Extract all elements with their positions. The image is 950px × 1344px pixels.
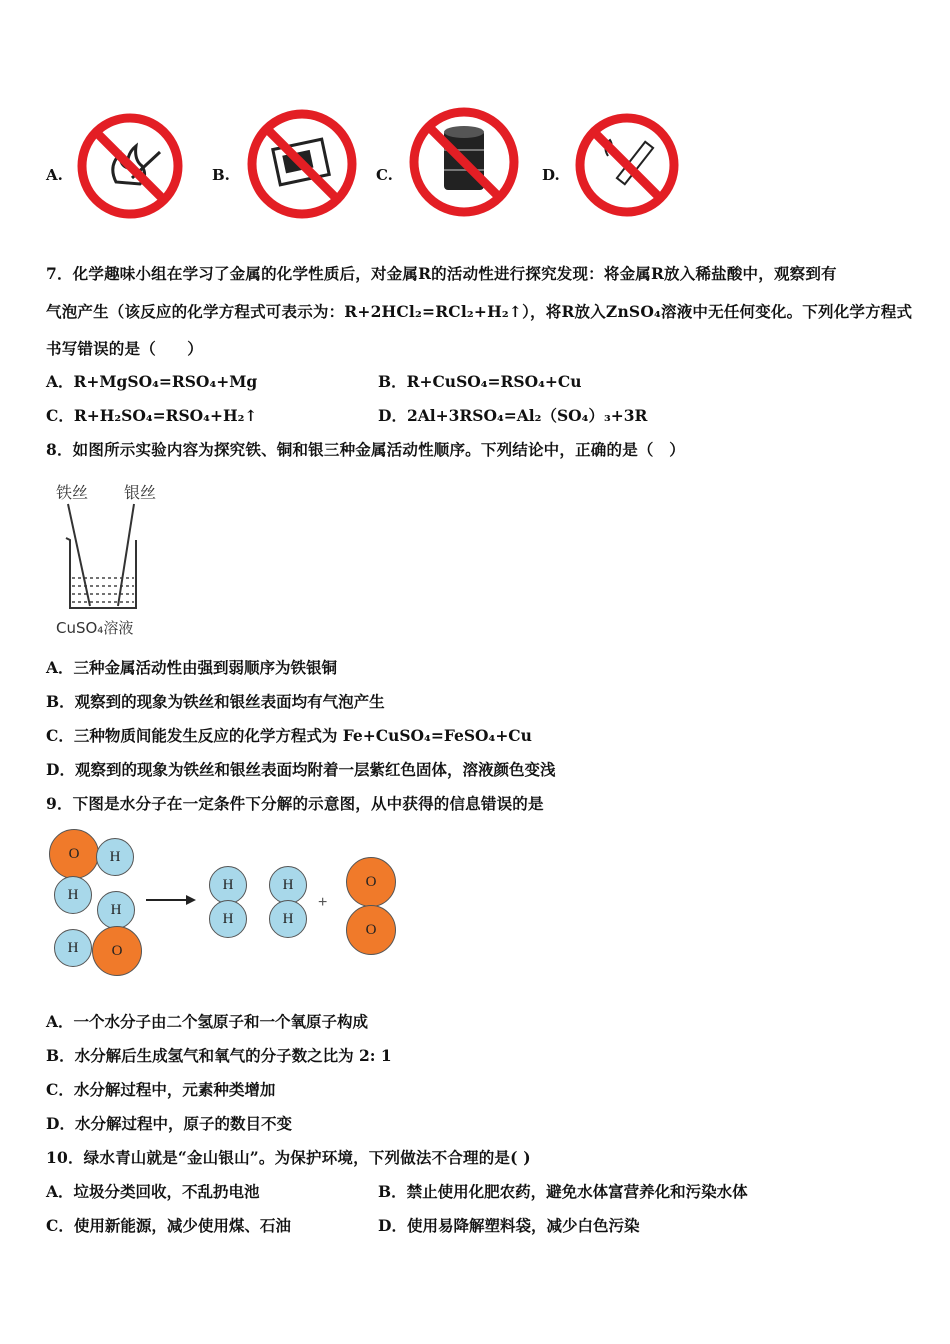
q7-option-b[interactable]: B．R+CuSO₄=RSO₄+Cu [378,372,582,391]
q10-stem: 10．绿水青山就是“金山银山”。为保护环境，下列做法不合理的是( ) [46,1148,531,1167]
plus-sign: + [318,894,328,911]
q9-option-c[interactable]: C．水分解过程中，元素种类增加 [46,1080,276,1099]
q8-stem: 8．如图所示实验内容为探究铁、铜和银三种金属活动性顺序。下列结论中，正确的是（ ） [46,440,685,459]
q9-option-b[interactable]: B．水分解后生成氢气和氧气的分子数之比为 2: 1 [46,1046,392,1065]
hydrogen-atom: H [54,876,92,914]
sign-option-a-label[interactable]: A. [46,166,63,184]
hydrogen-atom: H [269,866,307,904]
hydrogen-atom: H [96,838,134,876]
no-open-flame-icon [76,112,184,220]
hydrogen-atom: H [269,900,307,938]
q10-option-d[interactable]: D．使用易降解塑料袋，减少白色污染 [378,1216,640,1235]
sign-option-d-label[interactable]: D. [542,166,560,184]
hydrogen-atom: H [209,900,247,938]
silver-wire [118,504,134,606]
sign-option-b-label[interactable]: B. [212,166,230,184]
q10-option-a[interactable]: A．垃圾分类回收，不乱扔电池 [46,1182,260,1201]
q10-option-c[interactable]: C．使用新能源，减少使用煤、石油 [46,1216,291,1235]
sign-option-c-label[interactable]: C. [376,166,393,184]
q7-stem-line-3: 书写错误的是（ ） [46,339,204,358]
no-smoking-icon [574,112,680,218]
oxygen-atom: O [92,926,142,976]
q8-option-d[interactable]: D．观察到的现象为铁丝和银丝表面均附着一层紫红色固体，溶液颜色变浅 [46,760,556,779]
q7-stem-line-2: 气泡产生（该反应的化学方程式可表示为：R+2HCl₂=RCl₂+H₂↑），将R放入ZnSO₄溶液中无任何变化。下列化学方程式 [46,302,913,321]
q9-option-a[interactable]: A．一个水分子由二个氢原子和一个氧原子构成 [46,1012,369,1031]
q7-option-a[interactable]: A．R+MgSO₄=RSO₄+Mg [46,372,258,391]
q8-option-b[interactable]: B．观察到的现象为铁丝和银丝表面均有气泡产生 [46,692,385,711]
cuso4-solution-label: CuSO₄溶液 [56,619,134,637]
q9-stem: 9．下图是水分子在一定条件下分解的示意图，从中获得的信息错误的是 [46,794,544,813]
hydrogen-atom: H [209,866,247,904]
arrow-right-icon [146,892,198,908]
q8-option-a[interactable]: A．三种金属活动性由强到弱顺序为铁银铜 [46,658,338,677]
hydrogen-atom: H [54,929,92,967]
oxygen-atom: O [346,857,396,907]
hydrogen-atom: H [97,891,135,929]
q7-stem-line-1: 7．化学趣味小组在学习了金属的化学性质后，对金属R的活动性进行探究发现：将金属R放入稀盐酸中，观察到有 [46,264,837,283]
iron-wire [68,504,90,606]
oxygen-atom: O [49,829,99,879]
q7-option-c[interactable]: C．R+H₂SO₄=RSO₄+H₂↑ [46,406,258,425]
q10-option-b[interactable]: B．禁止使用化肥农药，避免水体富营养化和污染水体 [378,1182,748,1201]
q7-option-d[interactable]: D．2Al+3RSO₄=Al₂（SO₄）₃+3R [378,406,648,425]
no-oil-drum-icon [408,106,520,218]
beaker-icon [56,500,156,618]
no-matches-icon [246,108,358,220]
q9-option-d[interactable]: D．水分解过程中，原子的数目不变 [46,1114,292,1133]
q8-option-c[interactable]: C．三种物质间能发生反应的化学方程式为 Fe+CuSO₄=FeSO₄+Cu [46,726,532,745]
silver-wire-label: 银丝 [124,483,157,502]
oxygen-atom: O [346,905,396,955]
iron-wire-label: 铁丝 [56,483,89,502]
